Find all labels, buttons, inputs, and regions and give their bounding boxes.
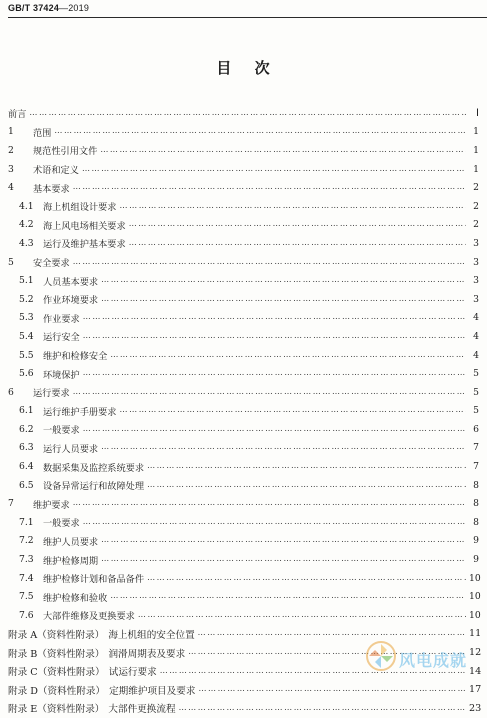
toc-entry-page: 2 [473,219,479,231]
toc-entry-page: 1 [473,126,479,138]
toc-entry-number: 5.5 [19,349,34,361]
toc-dot-leader [29,108,466,117]
toc-entry-page: 10 [469,591,481,603]
toc-entry-number: 6.2 [19,423,34,435]
toc-dot-leader [54,126,466,135]
toc-entry-label: 基本要求 [33,183,70,195]
toc-entry[interactable] [0,457,487,476]
toc-entry-number: 7.6 [19,609,34,621]
toc-dot-leader [110,591,466,600]
toc-dot-leader [73,257,466,266]
toc-entry-page: 9 [473,535,479,547]
toc-entry-page: 23 [469,702,482,714]
toc-entry-page: 7 [473,461,479,473]
toc-entry-page: 8 [473,516,479,528]
toc-entry-label: 环境保护 [43,369,80,381]
toc-entry[interactable] [0,253,487,272]
toc-entry-page: 11 [469,628,482,640]
toc-entry-number: 5 [8,256,14,268]
toc-entry-number: 6.3 [19,442,34,454]
toc-entry[interactable] [0,309,487,328]
toc-entry[interactable] [0,327,487,346]
toc-dot-leader [73,182,466,191]
toc-entry[interactable] [0,699,487,718]
toc-entry[interactable] [0,550,487,569]
toc-entry-label: 海上风电场相关要求 [43,220,126,232]
toc-entry[interactable] [0,383,487,402]
toc-dot-leader [73,498,466,507]
toc-entry-number: 附录 E（资料性附录） [8,704,105,716]
toc-dot-leader [147,573,466,582]
toc-entry-page: 4 [473,330,479,342]
toc-entry-number: 6.1 [19,405,34,417]
toc-entry[interactable] [0,587,487,606]
toc-entry-page: 3 [473,237,479,249]
header-rule [8,17,487,18]
standard-code: GB/T 37424 [8,3,60,13]
toc-entry-label: 大部件维修及更换要求 [43,611,135,623]
toc-entry[interactable] [0,662,487,681]
toc-entry[interactable] [0,606,487,625]
page-title: 目 次 [216,59,271,77]
toc-entry[interactable] [0,513,487,532]
toc-entry[interactable] [0,532,487,551]
toc-entry-page: 3 [473,256,479,268]
toc-entry[interactable] [0,569,487,588]
toc-entry-page: 4 [473,312,479,324]
toc-entry-label: 定期维护项目及要求 [109,685,196,697]
toc-entry-number: 7 [8,498,14,510]
toc-dot-leader [83,368,466,377]
toc-entry-page: Ⅰ [476,107,479,119]
toc-dot-leader [188,647,466,656]
toc-dot-leader [100,145,466,154]
toc-entry-number: 附录 B（资料性附录） [8,648,105,660]
toc-dot-leader [83,517,466,526]
toc-entry-label: 范围 [33,127,52,139]
toc-dot-leader [147,461,466,470]
toc-entry-number: 3 [8,163,14,175]
toc-dot-leader [82,164,466,173]
toc-entry-number: 7.3 [19,554,34,566]
toc-entry-label: 规范性引用文件 [33,146,98,158]
toc-dot-leader [101,535,466,544]
toc-entry-number: 7.5 [19,591,34,603]
toc-entry-label: 人员基本要求 [43,276,99,288]
standard-year: —2019 [59,3,90,13]
toc-entry-label: 海上机组的安全位置 [108,629,195,641]
toc-entry-label: 大部件更换流程 [108,704,176,716]
toc-dot-leader [198,628,466,637]
toc-entry-label: 设备异常运行和故障处理 [43,481,145,493]
toc-entry[interactable] [0,346,487,365]
toc-entry[interactable] [0,160,487,179]
toc-entry-label: 前言 [8,109,27,121]
toc-entry-label: 运行及维护基本要求 [43,239,126,251]
toc-dot-leader [198,684,466,693]
toc-entry-number: 7.1 [19,516,34,528]
standard-number [8,3,89,13]
toc-dot-leader [129,219,466,228]
toc-entry-label: 运行维护手册要求 [43,406,117,418]
toc-entry-page: 3 [473,293,479,305]
toc-entry-label: 安全要求 [33,258,70,270]
toc-entry-page: 12 [469,647,482,659]
toc-entry[interactable] [0,178,487,197]
toc-entry-number: 4 [8,182,14,194]
toc-dot-leader [179,703,466,712]
toc-entry-page: 4 [473,349,479,361]
toc-entry-page: 10 [469,609,481,621]
toc-entry-page: 2 [473,200,479,212]
toc-entry-page: 3 [473,275,479,287]
watermark-text: 风电成就 [399,651,468,670]
toc-entry-number: 7.2 [19,535,34,547]
toc-entry-number: 附录 D（资料性附录） [8,685,106,697]
toc-entry-label: 润滑周期表及要求 [108,648,186,660]
toc-dot-leader [129,238,466,247]
toc-entry[interactable] [0,643,487,662]
toc-entry-page: 2 [473,182,479,194]
toc-entry-page: 1 [473,163,479,175]
toc-entry[interactable] [0,271,487,290]
toc-entry-label: 运行安全 [43,332,80,344]
toc-entry-page: 17 [469,684,482,696]
toc-entry-label: 一般要求 [43,518,80,530]
toc-entry-page: 5 [473,405,479,417]
toc-dot-leader [83,424,466,433]
toc-entry-label: 维护人员要求 [43,536,99,548]
toc-entry[interactable] [0,290,487,309]
toc-entry[interactable] [0,476,487,495]
toc-entry-label: 运行人员要求 [43,443,99,455]
toc-dot-leader [83,331,466,340]
toc-entry-number: 4.1 [19,200,34,212]
toc-entry-label: 海上机组设计要求 [43,202,117,214]
toc-entry-label: 维护要求 [33,499,70,511]
toc-entry-label: 数据采集及监控系统要求 [43,462,145,474]
toc-entry[interactable] [0,402,487,421]
toc-entry-page: 5 [473,368,479,380]
toc-entry[interactable] [0,494,487,513]
toc-entry-number: 6.4 [19,461,34,473]
toc-dot-leader [101,554,466,563]
toc-dot-leader [120,201,467,210]
toc-entry-number: 5.1 [19,275,34,287]
toc-dot-leader [83,312,466,321]
toc-entry-label: 试运行要求 [108,667,157,679]
toc-entry-label: 维护检修和验收 [43,592,108,604]
toc-entry-number: 4.3 [19,237,34,249]
toc-entry-number: 5.6 [19,368,34,380]
toc-entry-page: 8 [473,498,479,510]
toc-entry-number: 5.4 [19,330,34,342]
toc-entry-label: 术语和定义 [33,165,79,177]
toc-entry[interactable] [0,364,487,383]
toc-entry[interactable] [0,141,487,160]
toc-entry-label: 维护和检修安全 [43,351,108,363]
toc-entry-label: 作业要求 [43,313,80,325]
table-of-contents [0,104,487,718]
toc-entry-number: 7.4 [19,572,34,584]
toc-entry-page: 5 [473,386,479,398]
toc-dot-leader [138,610,466,619]
toc-entry[interactable] [0,123,487,142]
toc-entry-number: 6 [8,386,14,398]
toc-dot-leader [101,442,466,451]
toc-entry-page: 14 [469,665,482,677]
toc-entry[interactable] [0,234,487,253]
toc-entry-page: 1 [473,144,479,156]
toc-dot-leader [110,350,466,359]
toc-entry-number: 1 [8,126,14,138]
toc-entry-number: 2 [8,144,14,156]
toc-entry-page: 10 [469,572,481,584]
toc-dot-leader [120,405,467,414]
toc-entry-label: 一般要求 [43,425,80,437]
toc-entry-page: 7 [473,442,479,454]
toc-entry-label: 作业环境要求 [43,295,99,307]
toc-entry-number: 附录 C（资料性附录） [8,667,105,679]
toc-entry[interactable] [0,680,487,699]
toc-entry-number: 5.2 [19,293,34,305]
toc-dot-leader [73,387,466,396]
toc-entry-label: 维护检修计划和备品备件 [43,574,145,586]
toc-entry-page: 6 [473,423,479,435]
toc-entry[interactable] [0,420,487,439]
toc-entry-number: 5.3 [19,312,34,324]
toc-entry-number: 6.5 [19,479,34,491]
toc-entry[interactable] [0,216,487,235]
toc-entry-label: 运行要求 [33,388,70,400]
toc-dot-leader [101,294,466,303]
toc-dot-leader [147,480,466,489]
toc-dot-leader [101,275,466,284]
toc-entry[interactable] [0,625,487,644]
toc-entry[interactable] [0,104,487,123]
toc-entry[interactable] [0,439,487,458]
toc-entry-page: 9 [473,554,479,566]
toc-entry-page: 8 [473,479,479,491]
toc-entry[interactable] [0,197,487,216]
toc-entry-number: 4.2 [19,219,34,231]
toc-dot-leader [160,666,466,675]
toc-entry-number: 附录 A（资料性附录） [8,629,105,641]
toc-entry-label: 维护检修周期 [43,555,99,567]
